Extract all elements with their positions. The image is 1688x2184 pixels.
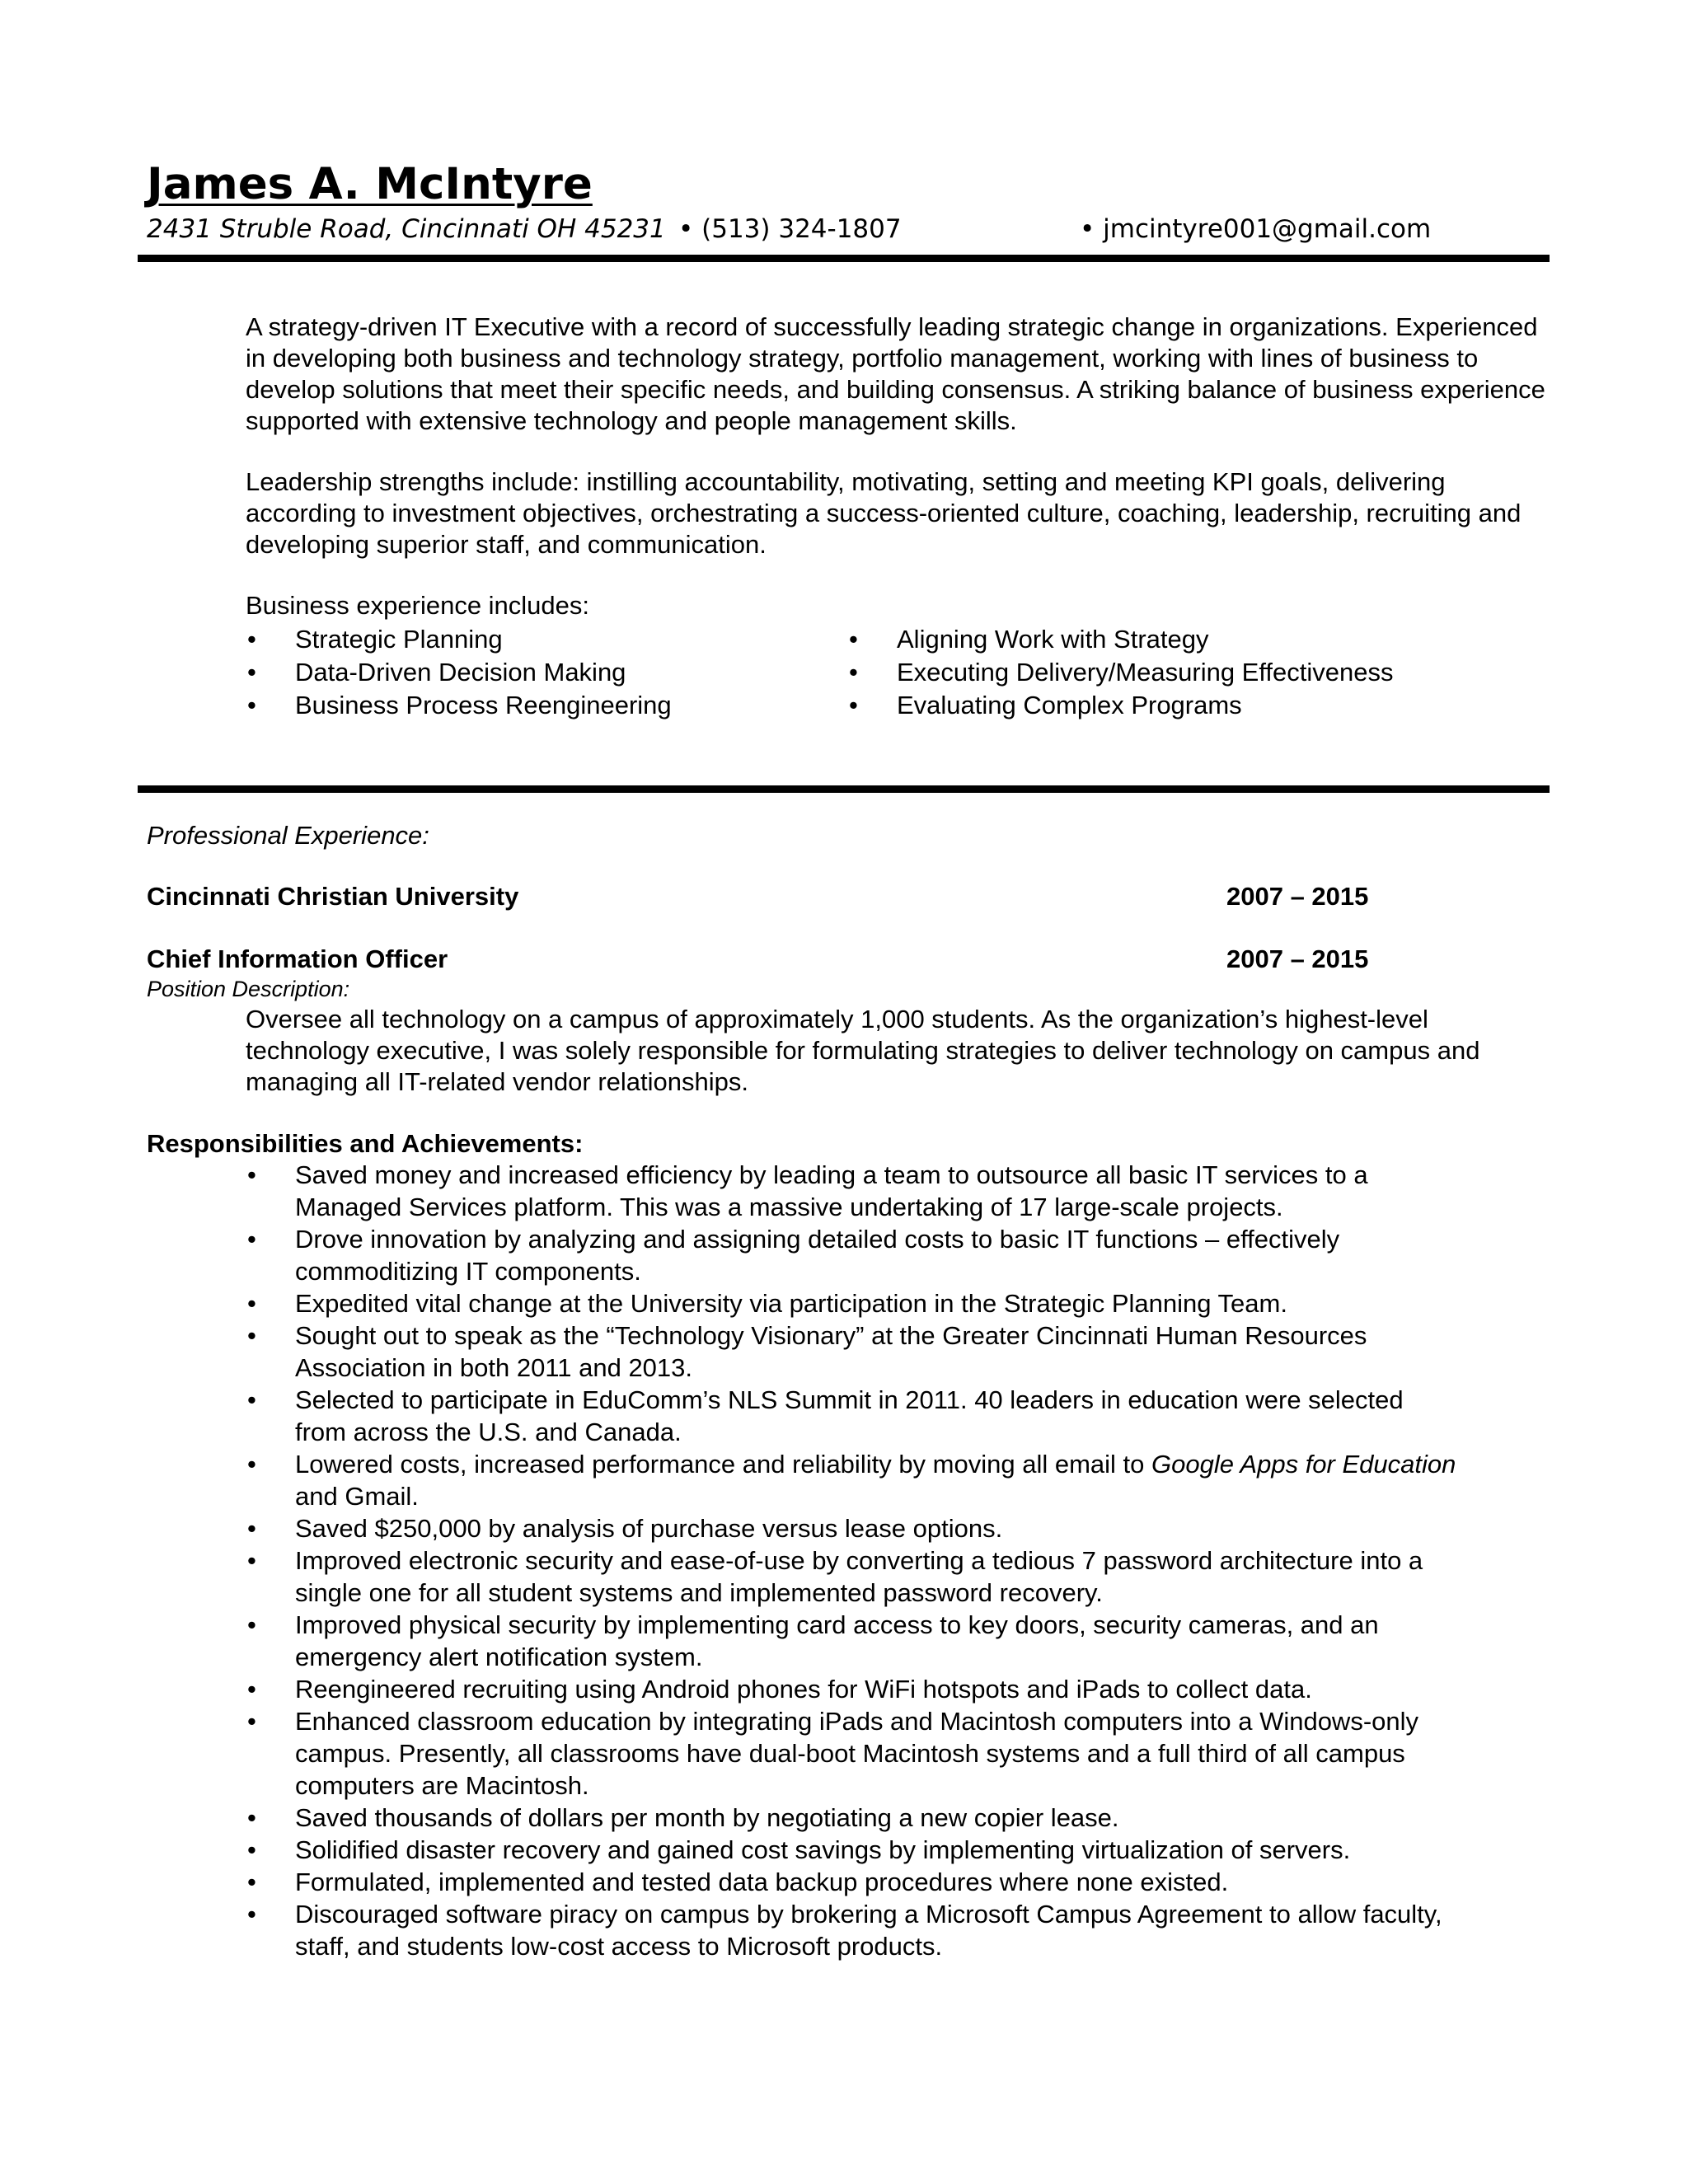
summary-paragraph: A strategy-driven IT Executive with a record of successfully leading strategic change in organizations. Experienced in developing both business and technology strategy, portfolio management, working with lines of business to develop solutions that meet their specific needs, and building consensus. A striking balance of business experience supported with extensive technology and people management skills.: [246, 312, 1545, 435]
header-divider: [138, 255, 1550, 262]
contact-email: • jmcintyre001@gmail.com: [1080, 214, 1432, 244]
list-item: • Saved thousands of dollars per month by negotiating a new copier lease.: [246, 1802, 1457, 1834]
leadership-paragraph: Leadership strengths include: instilling accountability, motivating, setting and meeting KPI goals, delivering according to investment objectives, orchestrating a success-oriented culture, coaching, leadership, recruiting and developing superior staff, and communication.: [246, 467, 1522, 559]
business-list-right: [847, 623, 1523, 722]
list-item: • Improved electronic security and ease-of-use by converting a tedious 7 password architecture into a single one for all student systems and implemented password recovery.: [246, 1544, 1457, 1609]
list-item: • Saved money and increased efficiency by leading a team to outsource all basic IT services to a Managed Services platform. This was a massive undertaking of 17 large-scale projects.: [246, 1159, 1457, 1223]
responsibilities-heading: Responsibilities and Achievements:: [147, 1129, 584, 1158]
list-item: • Saved $250,000 by analysis of purchase versus lease options.: [246, 1512, 1457, 1544]
contact-phone: • (513) 324-1807: [678, 214, 902, 244]
list-item: • Business Process Reengineering: [246, 689, 823, 722]
position-description-label: Position Description:: [147, 977, 350, 1001]
position-description: Oversee all technology on a campus of approximately 1,000 students. As the organization’s highest-level technology executive, I was solely responsible for formulating strategies to deliver technology on campus and managing all IT-related vendor relationships.: [246, 1005, 1480, 1096]
list-item: • Formulated, implemented and tested data backup procedures where none existed.: [246, 1866, 1457, 1898]
list-item: • Evaluating Complex Programs: [847, 689, 1523, 722]
list-item: • Executing Delivery/Measuring Effectiveness: [847, 656, 1523, 689]
list-item: • Solidified disaster recovery and gained cost savings by implementing virtualization of servers.: [246, 1834, 1457, 1866]
list-item: • Reengineered recruiting using Android phones for WiFi hotspots and iPads to collect data.: [246, 1673, 1457, 1705]
list-item: • Drove innovation by analyzing and assigning detailed costs to basic IT functions – effectively commoditizing IT components.: [246, 1223, 1457, 1287]
list-item: • Discouraged software piracy on campus by brokering a Microsoft Campus Agreement to allow faculty, staff, and students low-cost access to Microsoft products.: [246, 1898, 1457, 1962]
position-title: Chief Information Officer: [147, 944, 448, 973]
candidate-name: James A. McIntyre: [147, 159, 593, 209]
position-row: [147, 943, 1383, 976]
list-item: • Improved physical security by implementing card access to key doors, security cameras, and an emergency alert notification system.: [246, 1609, 1457, 1673]
list-item: • Expedited vital change at the University via participation in the Strategic Planning Team.: [246, 1287, 1457, 1319]
list-item: • Aligning Work with Strategy: [847, 623, 1523, 656]
list-item: • Selected to participate in EduComm’s NLS Summit in 2011. 40 leaders in education were selected from across the U.S. and Canada.: [246, 1384, 1457, 1448]
list-item-emphasis: Google Apps for Education: [1151, 1450, 1456, 1479]
list-item-text: Lowered costs, increased performance and reliability by moving all email to: [295, 1450, 1151, 1479]
business-list-left: [246, 623, 823, 722]
contact-address: 2431 Struble Road, Cincinnati OH 45231: [147, 214, 666, 244]
organization-dates: 2007 – 2015: [1226, 882, 1369, 911]
responsibilities-list: [246, 1159, 1457, 1962]
section-divider: [138, 785, 1550, 793]
experience-section-title: Professional Experience:: [147, 821, 429, 850]
position-dates: 2007 – 2015: [1226, 944, 1369, 973]
list-item: • Sought out to speak as the “Technology Visionary” at the Greater Cincinnati Human Resources Association in both 2011 and 2013.: [246, 1319, 1457, 1384]
list-item: • Data-Driven Decision Making: [246, 656, 823, 689]
list-item: [246, 1448, 1457, 1512]
organization-row: [147, 880, 1383, 913]
business-intro: Business experience includes:: [246, 591, 590, 620]
list-item: • Strategic Planning: [246, 623, 823, 656]
list-item-text: and Gmail.: [295, 1482, 419, 1511]
list-item: • Enhanced classroom education by integrating iPads and Macintosh computers into a Windows-only campus. Presently, all classrooms have dual-boot Macintosh systems and a full third of all campus computers are Macintosh.: [246, 1705, 1457, 1802]
organization-name: Cincinnati Christian University: [147, 882, 519, 911]
